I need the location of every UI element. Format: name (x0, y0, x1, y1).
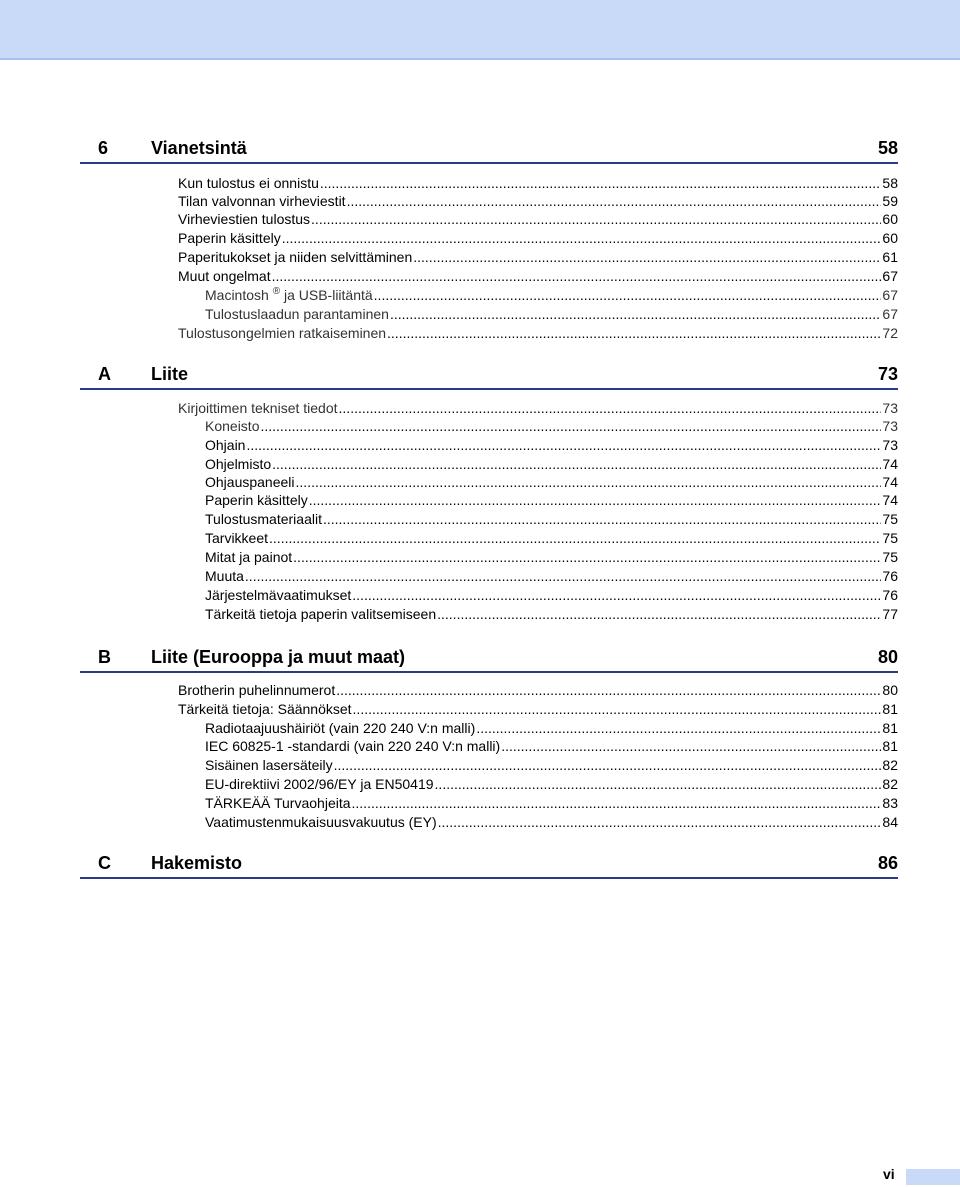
toc-entry-page: 81 (882, 701, 898, 717)
chapter-page: 58 (877, 138, 898, 158)
toc-entry[interactable] (178, 681, 898, 699)
toc-entry-page: 74 (882, 474, 898, 490)
toc-entry[interactable] (205, 794, 898, 812)
toc-entry-page: 67 (882, 306, 898, 322)
toc-entry-title: EU-direktiivi 2002/96/EY ja EN50419 (205, 776, 434, 792)
toc-entry[interactable] (178, 174, 898, 192)
toc-entry-title: Sisäinen lasersäteily (205, 757, 333, 773)
toc-entry[interactable] (178, 700, 898, 718)
registered-mark: ® (272, 286, 281, 297)
toc-entry[interactable] (205, 719, 898, 737)
chapter-heading[interactable] (80, 362, 898, 390)
toc-entry-title: TÄRKEÄÄ Turvaohjeita (205, 795, 351, 811)
page-number: vi (883, 1166, 895, 1182)
toc-entry-page: 60 (882, 230, 898, 246)
toc-entry-title: Tulostusongelmien ratkaiseminen (178, 325, 387, 341)
toc-entry-title: Järjestelmävaatimukset (205, 587, 352, 603)
chapter-heading[interactable] (80, 645, 898, 673)
toc-entry-page: 82 (882, 757, 898, 773)
header-band (0, 0, 960, 60)
toc-entry-title: Paperin käsittely (205, 492, 308, 508)
chapter-title: Liite (Eurooppa ja muut maat) (151, 647, 406, 667)
toc-entry[interactable] (205, 567, 898, 585)
toc-entry[interactable] (178, 267, 898, 285)
chapter-number: B (98, 647, 111, 667)
toc-entry-title: Macintosh ® ja USB-liitäntä (205, 286, 373, 303)
toc-entry[interactable] (178, 192, 898, 210)
toc-entry-title: Kun tulostus ei onnistu (178, 175, 319, 191)
toc-entry[interactable] (205, 417, 898, 435)
toc-entry-page: 81 (882, 738, 898, 754)
toc-entry-page: 58 (882, 175, 898, 191)
toc-entry-title: Tärkeitä tietoja: Säännökset (178, 701, 352, 717)
toc-entry-page: 73 (882, 400, 898, 416)
toc-entry-title: Mitat ja painot (205, 549, 293, 565)
toc-entry[interactable] (205, 529, 898, 547)
toc-entry-page: 83 (882, 795, 898, 811)
toc-entry-title: Virheviestien tulostus (178, 211, 311, 227)
footer-band (906, 1169, 960, 1185)
toc-entry[interactable] (178, 248, 898, 266)
toc-entry-title: Vaatimustenmukaisuusvakuutus (EY) (205, 814, 437, 830)
toc-entry-title: Brotherin puhelinnumerot (178, 682, 336, 698)
toc-entry-page: 74 (882, 492, 898, 508)
toc-entry-title: Ohjain (205, 437, 246, 453)
toc-entry-title: IEC 60825-1 -standardi (vain 220 240 V:n malli) (205, 738, 501, 754)
toc-entry-page: 80 (882, 682, 898, 698)
toc-entry-page: 60 (882, 211, 898, 227)
toc-entry[interactable] (205, 473, 898, 491)
toc-entry-page: 76 (882, 568, 898, 584)
chapter-page: 73 (877, 364, 898, 384)
chapter-number: A (98, 364, 111, 384)
chapter-page: 86 (877, 853, 898, 873)
toc-entry[interactable] (205, 491, 898, 509)
toc-entry[interactable] (205, 813, 898, 831)
toc-entry-title: Tilan valvonnan virheviestit (178, 193, 346, 209)
toc-entry-page: 76 (882, 587, 898, 603)
toc-entry-title: Kirjoittimen tekniset tiedot (178, 400, 338, 416)
toc-entry-page: 75 (882, 530, 898, 546)
chapter-title: Hakemisto (151, 853, 243, 873)
toc-entry[interactable] (178, 210, 898, 228)
toc-entry[interactable] (205, 455, 898, 473)
toc-entry-page: 82 (882, 776, 898, 792)
chapter-title: Liite (151, 364, 189, 384)
toc-entry-title: Tulostuslaadun parantaminen (205, 306, 389, 322)
toc-entry-title: Ohjauspaneeli (205, 474, 295, 490)
chapter-page: 80 (877, 647, 898, 667)
toc-entry-title: Tulostusmateriaalit (205, 511, 322, 527)
toc-entry-page: 77 (882, 606, 898, 622)
toc-entry-page: 73 (882, 418, 898, 434)
toc-entry[interactable] (205, 305, 898, 323)
toc-entry-page: 72 (882, 325, 898, 341)
toc-entry[interactable] (205, 548, 898, 566)
toc-entry[interactable] (205, 756, 898, 774)
chapter-number: 6 (98, 138, 109, 158)
toc-entry[interactable] (205, 605, 898, 623)
toc-entry-page: 84 (882, 814, 898, 830)
toc-entry-title: Koneisto (205, 418, 260, 434)
toc-entry-title: Ohjelmisto (205, 456, 272, 472)
toc-entry-title: Radiotaajuushäiriöt (vain 220 240 V:n malli) (205, 720, 476, 736)
toc-entry-page: 74 (882, 456, 898, 472)
toc-entry[interactable] (205, 436, 898, 454)
toc-entry-page: 67 (882, 287, 898, 303)
toc-entry-page: 75 (882, 549, 898, 565)
toc-entry-title: Paperin käsittely (178, 230, 281, 246)
toc-entry-title: Tarvikkeet (205, 530, 269, 546)
toc-entry[interactable] (205, 775, 898, 793)
toc-entry[interactable] (205, 510, 898, 528)
toc-entry[interactable] (178, 324, 898, 342)
toc-entry[interactable] (205, 737, 898, 755)
chapter-heading[interactable] (80, 851, 898, 879)
toc-entry-page: 75 (882, 511, 898, 527)
toc-entry-page: 67 (882, 268, 898, 284)
toc-entry[interactable] (178, 229, 898, 247)
toc-entry-page: 61 (882, 249, 898, 265)
toc-entry-page: 81 (882, 720, 898, 736)
toc-entry[interactable] (205, 286, 898, 304)
toc-entry-title: Muuta (205, 568, 244, 584)
toc-entry-title: Muut ongelmat (178, 268, 271, 284)
toc-entry-title: Tärkeitä tietoja paperin valitsemiseen (205, 606, 437, 622)
chapter-heading[interactable] (80, 136, 898, 164)
chapter-number: C (98, 853, 111, 873)
chapter-title: Vianetsintä (151, 138, 247, 158)
toc-entry-title: Paperitukokset ja niiden selvittäminen (178, 249, 413, 265)
toc-entry-page: 59 (882, 193, 898, 209)
toc-entry[interactable] (205, 586, 898, 604)
toc-entry-page: 73 (882, 437, 898, 453)
toc-entry[interactable] (178, 399, 898, 417)
